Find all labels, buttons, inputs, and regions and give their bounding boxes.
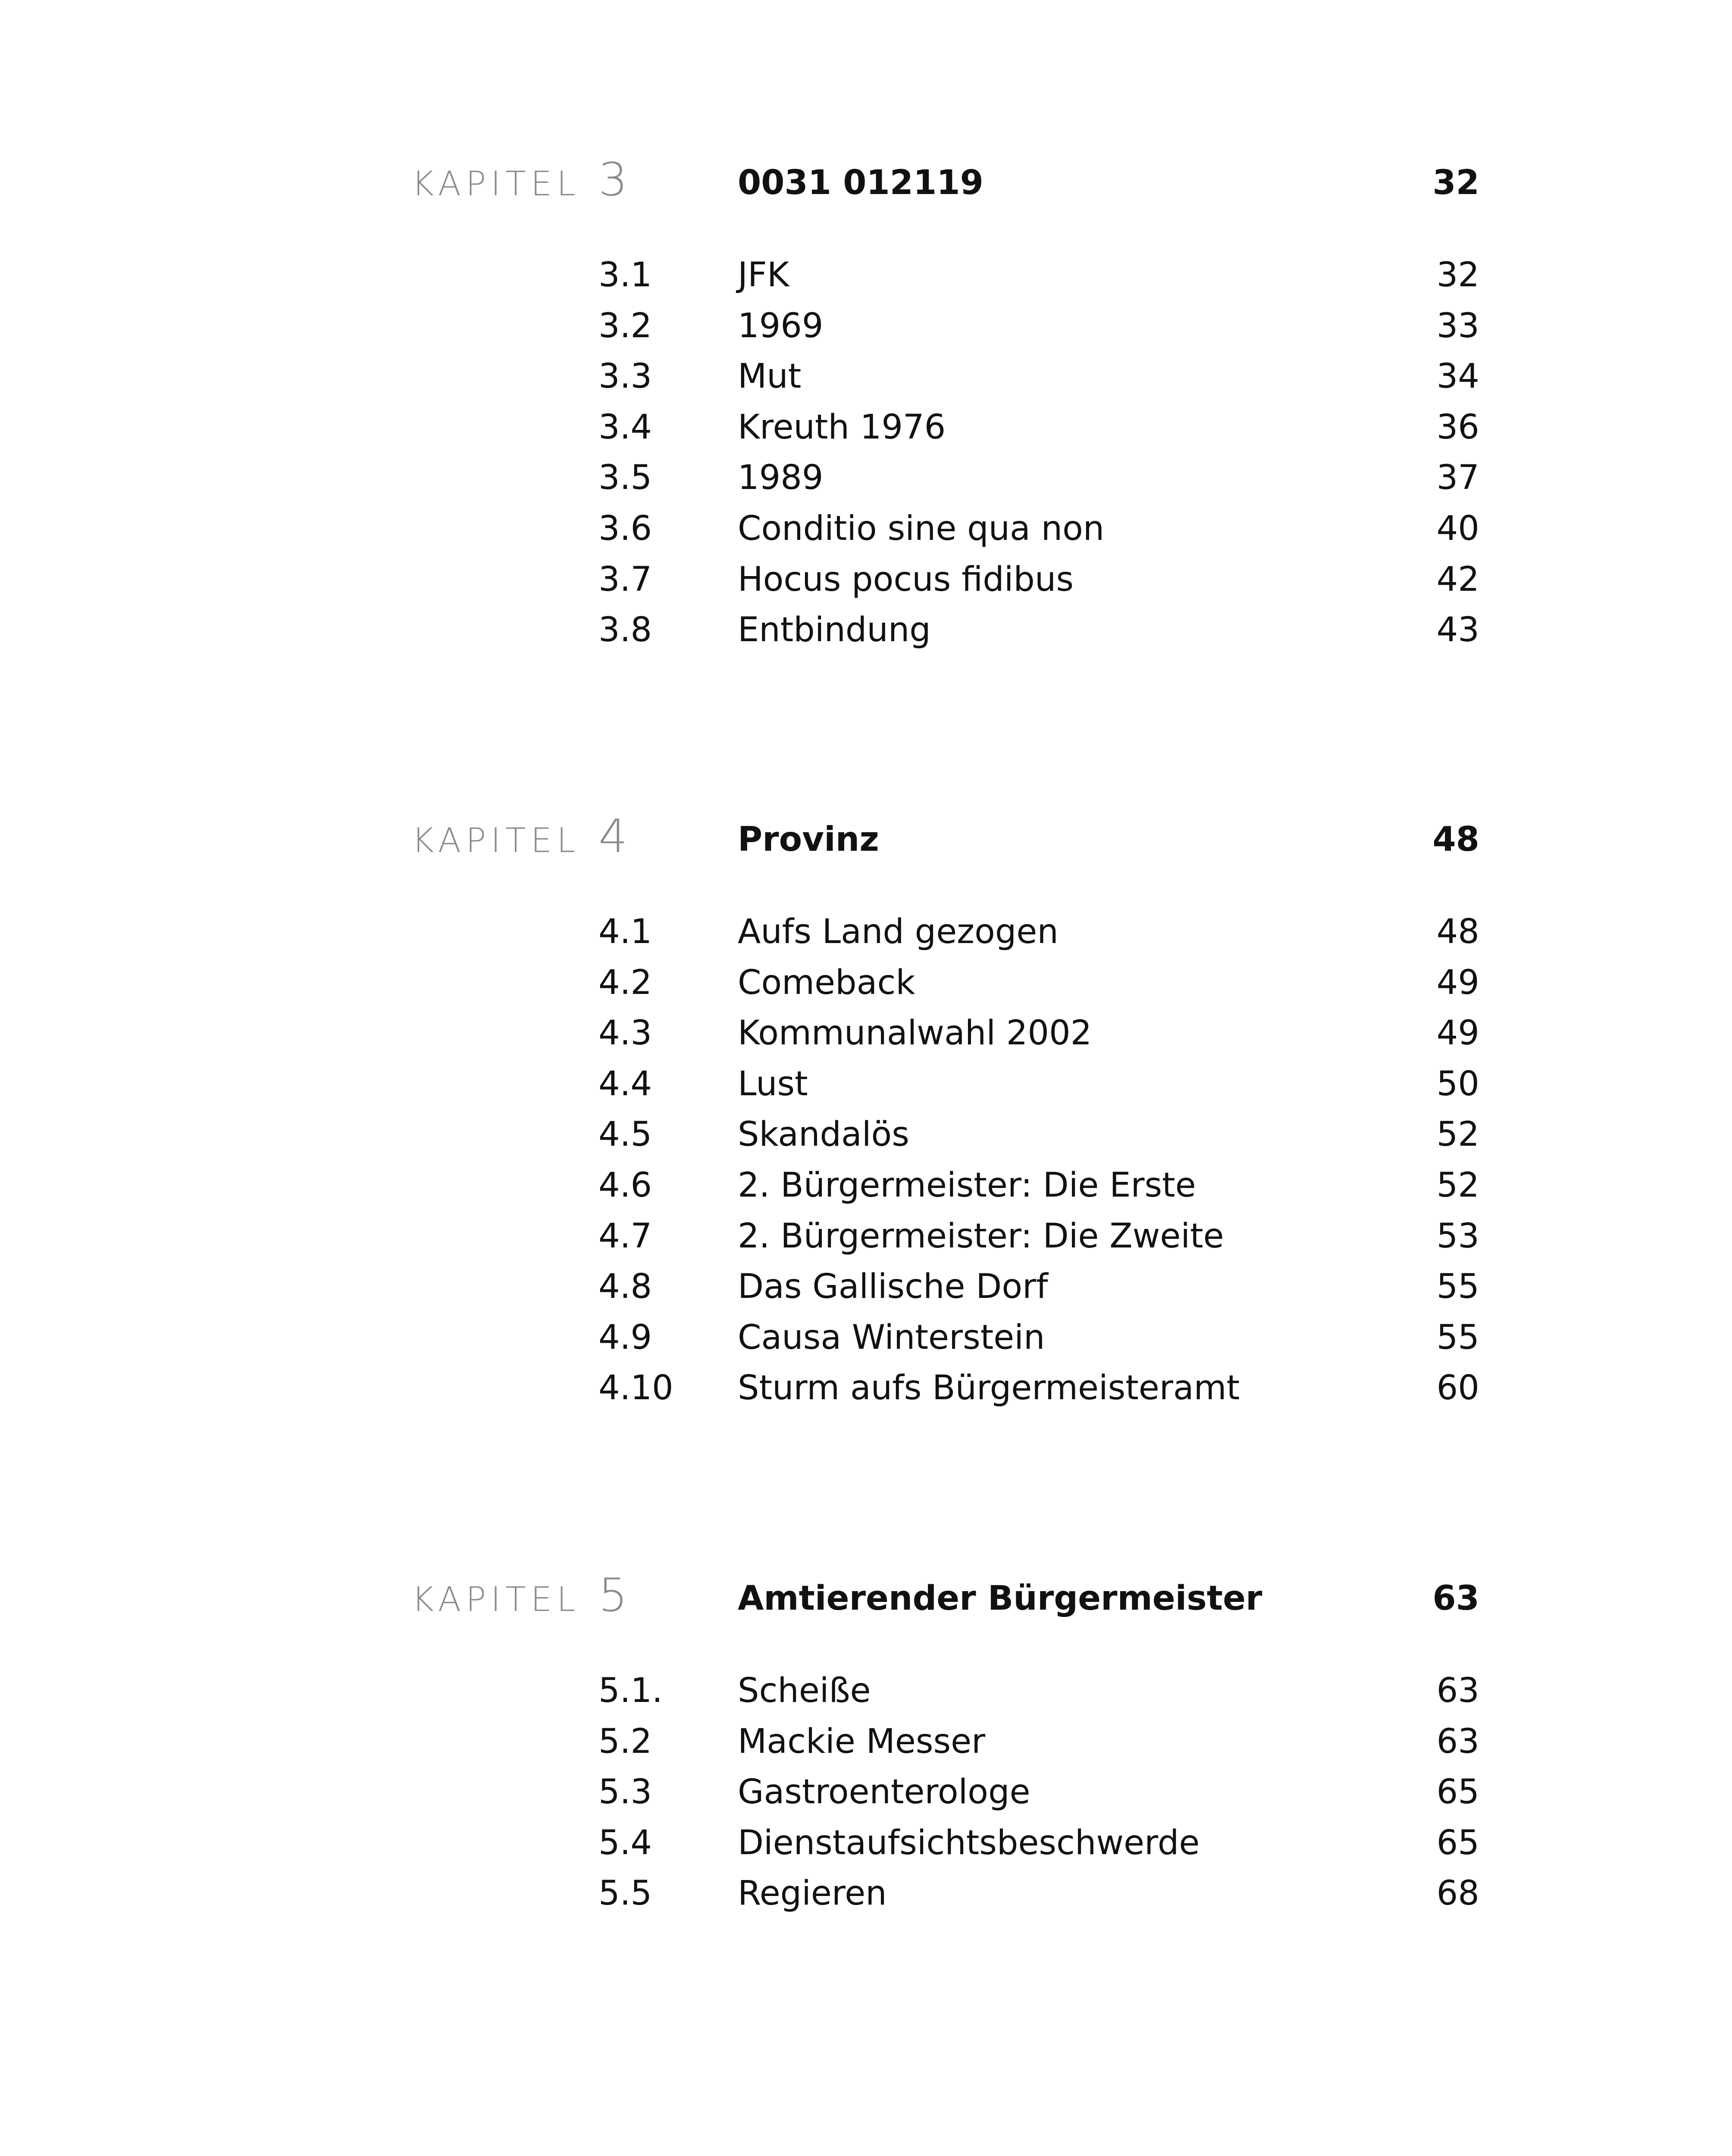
section-number: 5.4: [598, 1823, 652, 1862]
section-number: 3.6: [598, 509, 652, 548]
section-title: Aufs Land gezogen: [738, 912, 1059, 951]
toc-entry: [0, 961, 1732, 1012]
section-number: 4.9: [598, 1318, 652, 1357]
section-number: 4.3: [598, 1014, 652, 1053]
section-page: 68: [1436, 1874, 1479, 1913]
section-page: 33: [1436, 306, 1479, 345]
section-title: Hocus pocus fidibus: [738, 560, 1074, 599]
section-title: Causa Winterstein: [738, 1318, 1045, 1357]
section-number: 4.2: [598, 963, 652, 1002]
section-page: 65: [1436, 1773, 1479, 1812]
section-title: JFK: [738, 256, 789, 295]
section-number: 4.8: [598, 1267, 652, 1307]
section-number: 4.1: [598, 912, 652, 951]
section-page: 49: [1436, 963, 1479, 1002]
section-page: 43: [1436, 611, 1479, 650]
section-page: 63: [1436, 1722, 1479, 1761]
section-title: Mackie Messer: [738, 1722, 986, 1761]
toc-entry: [0, 1669, 1732, 1720]
section-page: 65: [1436, 1823, 1479, 1862]
toc-entry: [0, 1113, 1732, 1164]
toc-entry: [0, 1164, 1732, 1215]
section-page: 40: [1436, 509, 1479, 548]
section-number: 5.2: [598, 1722, 652, 1761]
chapter-keyword: KAPITEL: [412, 165, 580, 204]
section-number: 4.7: [598, 1216, 652, 1256]
section-list: [0, 1669, 1732, 1923]
section-number: 3.8: [598, 611, 652, 650]
section-page: 55: [1436, 1267, 1479, 1307]
section-number: 4.10: [598, 1369, 673, 1408]
toc-entry: [0, 1720, 1732, 1771]
toc-entry: [0, 1012, 1732, 1062]
chapter-keyword: KAPITEL: [412, 821, 580, 860]
section-page: 52: [1436, 1166, 1479, 1205]
section-number: 5.1.: [598, 1671, 663, 1710]
section-number: 4.6: [598, 1166, 652, 1205]
section-page: 63: [1436, 1671, 1479, 1710]
section-page: 55: [1436, 1318, 1479, 1357]
section-page: 48: [1436, 912, 1479, 951]
section-list: [0, 910, 1732, 1417]
section-title: Sturm aufs Bürgermeisteramt: [738, 1369, 1240, 1408]
toc-entry: [0, 456, 1732, 507]
section-title: Kreuth 1976: [738, 407, 946, 447]
section-title: Entbindung: [738, 611, 931, 650]
section-number: 3.4: [598, 407, 652, 447]
section-number: 3.7: [598, 560, 652, 599]
toc-entry: [0, 1821, 1732, 1872]
section-title: Dienstaufsichtsbeschwerde: [738, 1823, 1200, 1862]
toc-entry: [0, 1062, 1732, 1113]
chapter-title: 0031 012119: [738, 163, 983, 202]
section-title: Scheiße: [738, 1671, 871, 1710]
toc-entry: [0, 558, 1732, 609]
section-number: 3.5: [598, 458, 652, 498]
toc-entry: [0, 1872, 1732, 1923]
section-title: Lust: [738, 1064, 808, 1103]
section-number: 3.1: [598, 256, 652, 295]
section-title: Kommunalwahl 2002: [738, 1014, 1092, 1053]
section-title: 1989: [738, 458, 824, 498]
toc-entry: [0, 1265, 1732, 1316]
section-page: 34: [1436, 357, 1479, 396]
chapter-title: Amtierender Bürgermeister: [738, 1579, 1262, 1618]
chapter-number: 5: [598, 1569, 628, 1622]
toc-entry: [0, 1366, 1732, 1417]
toc-entry: [0, 1215, 1732, 1266]
section-number: 3.2: [598, 306, 652, 345]
section-page: 60: [1436, 1369, 1479, 1408]
section-page: 37: [1436, 458, 1479, 498]
chapter-title: Provinz: [738, 820, 879, 859]
toc-entry: [0, 608, 1732, 659]
section-list: [0, 254, 1732, 659]
section-title: Gastroenterologe: [738, 1773, 1030, 1812]
section-page: 52: [1436, 1115, 1479, 1154]
chapter-keyword: KAPITEL: [412, 1580, 580, 1619]
section-page: 36: [1436, 407, 1479, 447]
section-title: Skandalös: [738, 1115, 909, 1154]
toc-entry: [0, 1316, 1732, 1367]
chapter-number: 3: [598, 153, 628, 206]
section-page: 42: [1436, 560, 1479, 599]
chapter-page: 32: [1432, 163, 1479, 202]
chapter-page: 48: [1432, 820, 1479, 859]
chapter-number: 4: [598, 810, 628, 863]
toc-entry: [0, 507, 1732, 558]
section-title: 2. Bürgermeister: Die Zweite: [738, 1216, 1224, 1256]
toc-entry: [0, 406, 1732, 457]
section-title: Conditio sine qua non: [738, 509, 1105, 548]
section-title: Das Gallische Dorf: [738, 1267, 1048, 1307]
toc-entry: [0, 355, 1732, 406]
section-title: 1969: [738, 306, 824, 345]
section-page: 32: [1436, 256, 1479, 295]
section-number: 3.3: [598, 357, 652, 396]
section-page: 49: [1436, 1014, 1479, 1053]
section-number: 5.5: [598, 1874, 652, 1913]
toc-entry: [0, 1771, 1732, 1821]
section-title: Mut: [738, 357, 802, 396]
toc-entry: [0, 910, 1732, 961]
toc-entry: [0, 304, 1732, 355]
chapter-heading: [0, 1569, 1732, 1623]
chapter-heading: [0, 810, 1732, 864]
section-number: 4.5: [598, 1115, 652, 1154]
section-title: 2. Bürgermeister: Die Erste: [738, 1166, 1196, 1205]
section-page: 50: [1436, 1064, 1479, 1103]
section-number: 5.3: [598, 1773, 652, 1812]
section-number: 4.4: [598, 1064, 652, 1103]
toc-entry: [0, 254, 1732, 304]
chapter-heading: [0, 153, 1732, 207]
section-page: 53: [1436, 1216, 1479, 1256]
section-title: Regieren: [738, 1874, 887, 1913]
section-title: Comeback: [738, 963, 915, 1002]
chapter-page: 63: [1432, 1579, 1479, 1618]
